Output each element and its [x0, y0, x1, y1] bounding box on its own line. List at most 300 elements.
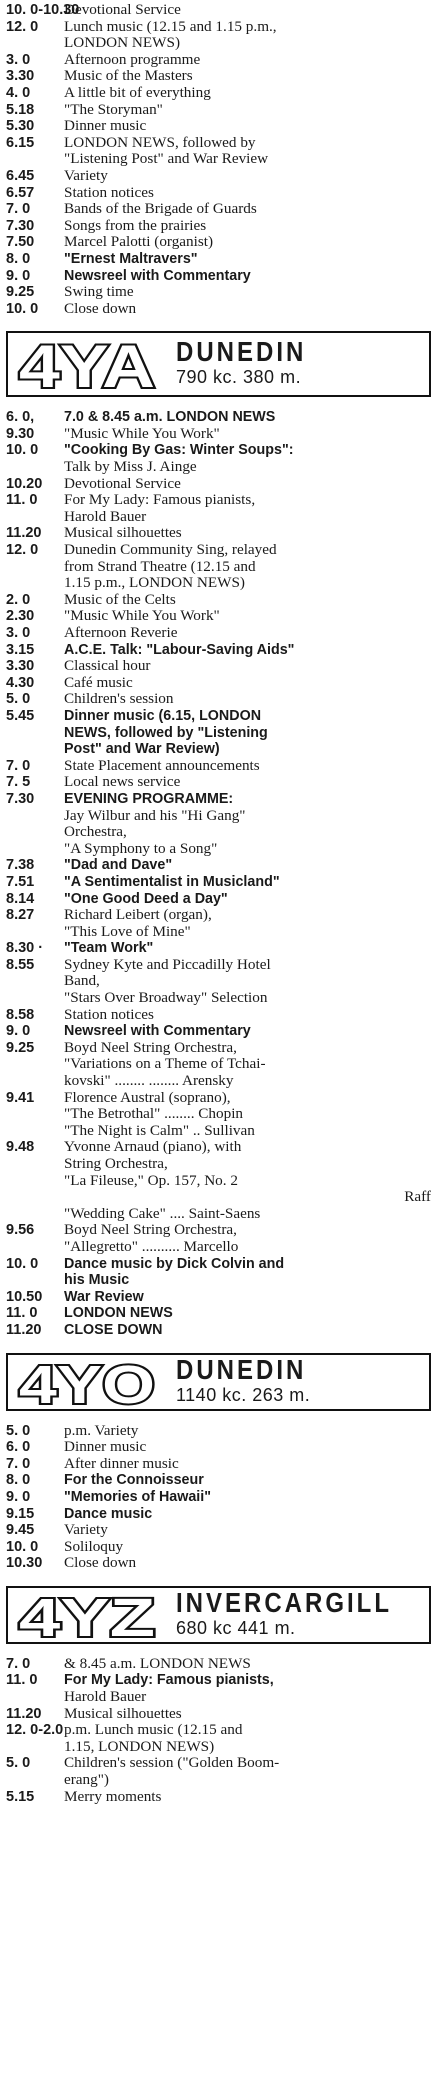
entry-programme — [64, 957, 431, 1007]
entry-text-line: Variety — [64, 167, 108, 184]
entry-time: 5.15 — [6, 1788, 35, 1805]
programme-entry — [6, 1256, 431, 1289]
programme-entry — [6, 168, 431, 185]
entry-time: 9.25 — [6, 1039, 35, 1056]
entry-text-line: Dunedin Community Sing, relayed — [64, 542, 277, 559]
entry-time: 5.30 — [6, 118, 35, 135]
entry-text-line: Jay Wilbur and his "Hi Gang" — [64, 807, 246, 824]
programme-entry — [6, 758, 431, 775]
entry-text-line: Songs from the prairies — [64, 217, 207, 234]
entry-time: 6. 0 — [6, 1439, 31, 1456]
entry-programme — [64, 774, 431, 791]
entry-time: 7. 0 — [6, 757, 31, 774]
entry-text-line: Newsreel with Commentary — [64, 267, 251, 284]
programme-entry — [6, 1439, 431, 1456]
programme-entry — [6, 1656, 431, 1673]
entry-text-line: Devotional Service — [64, 2, 181, 18]
entry-programme — [64, 426, 431, 443]
entry-text-line: Boyd Neel String Orchestra, — [64, 1039, 237, 1056]
entry-programme — [64, 218, 431, 235]
programme-entry — [6, 301, 431, 318]
entry-text-line: Variety — [64, 1522, 108, 1539]
station-header-4yo — [6, 1353, 431, 1411]
entry-text-line: Soliloquy — [64, 1538, 124, 1555]
entry-time: 9.48 — [6, 1139, 35, 1156]
station-header-4ya — [6, 331, 431, 397]
entry-text-line: "One Good Deed a Day" — [64, 890, 228, 907]
svg-text:4YZ: 4YZ — [19, 1588, 155, 1641]
entry-text-line: Sydney Kyte and Piccadilly Hotel — [64, 956, 271, 973]
programme-entry — [6, 185, 431, 202]
entry-programme — [64, 185, 431, 202]
entry-text-line: Music of the Masters — [64, 68, 193, 85]
programme-entry — [6, 940, 431, 957]
programme-entry — [6, 118, 431, 135]
entry-text-line: Afternoon programme — [64, 51, 201, 68]
entry-programme — [64, 1539, 431, 1556]
programme-entry — [6, 1023, 431, 1040]
entry-programme — [64, 1189, 431, 1206]
programme-entry — [6, 102, 431, 119]
entry-text-line: "Allegretto" .......... Marcello — [64, 1238, 239, 1255]
entry-text-line: For My Lady: Famous pianists, — [64, 1672, 274, 1689]
entry-text-line: Richard Leibert (organ), — [64, 907, 212, 924]
station-city: DUNEDIN — [176, 1354, 307, 1386]
entry-text-line: "A Symphony to a Song" — [64, 840, 218, 857]
entry-time: 8.27 — [6, 907, 35, 924]
entry-time: 10. 0 — [6, 1538, 39, 1555]
programme-entry — [6, 68, 431, 85]
entry-text-line: "This Love of Mine" — [64, 923, 191, 940]
entry-time: 3. 0 — [6, 51, 31, 68]
entry-programme — [64, 891, 431, 908]
entry-time: 8. 0 — [6, 250, 31, 267]
programme-entry — [6, 1789, 431, 1806]
entry-text-line: "Music While You Work" — [64, 608, 220, 625]
logo-4yo-icon — [13, 1356, 161, 1408]
programme-entry — [6, 658, 431, 675]
programme-entry — [6, 1139, 431, 1189]
entry-time: 7.30 — [6, 217, 35, 234]
entry-programme — [64, 68, 431, 85]
entry-text-line: Musical silhouettes — [64, 1705, 182, 1722]
programme-entry — [6, 1206, 431, 1223]
entry-time: 2. 0 — [6, 591, 31, 608]
entry-text-line: from Strand Theatre (12.15 and — [64, 558, 256, 575]
entry-programme — [64, 708, 431, 758]
programme-entry — [6, 608, 431, 625]
entry-text-line: erang") — [64, 1772, 109, 1789]
entry-programme — [64, 251, 431, 268]
entry-text-line: "Listening Post" and War Review — [64, 151, 269, 168]
entry-text-line: Café music — [64, 674, 133, 691]
entry-text-line: Musical silhouettes — [64, 525, 182, 542]
entry-time: 7.30 — [6, 790, 35, 807]
programme-entry — [6, 708, 431, 758]
entry-time: 6.45 — [6, 167, 35, 184]
entry-text-line: "Music While You Work" — [64, 425, 220, 442]
programme-entry — [6, 409, 431, 426]
entry-time: 10.30 — [6, 1555, 43, 1572]
entry-text-line: 7.0 & 8.45 a.m. LONDON NEWS — [64, 409, 276, 426]
programme-entry — [6, 1522, 431, 1539]
entry-time: 4. 0 — [6, 84, 31, 101]
entry-time: 3. 0 — [6, 625, 31, 641]
entry-time: 5. 0 — [6, 1422, 31, 1439]
entry-text-line: Classical hour — [64, 658, 151, 675]
entry-time: 11.20 — [6, 1705, 42, 1722]
entry-programme — [64, 2, 431, 19]
entry-text-line: War Review — [64, 1288, 144, 1305]
schedule-4yo — [6, 1423, 431, 1572]
entry-text-line: "Wedding Cake" .... Saint-Saens — [64, 1205, 261, 1222]
entry-text-line: 1.15, LONDON NEWS) — [64, 1738, 215, 1755]
entry-time: 5.45 — [6, 707, 35, 724]
programme-entry — [6, 791, 431, 857]
programme-entry — [6, 1289, 431, 1306]
entry-text-line: "Cooking By Gas: Winter Soups": — [64, 442, 294, 459]
entry-programme — [64, 525, 431, 542]
entry-programme — [64, 1139, 431, 1189]
entry-text-line: For My Lady: Famous pianists, — [64, 492, 256, 509]
station-logo — [8, 1355, 166, 1409]
entry-time: 9.56 — [6, 1222, 35, 1239]
entry-programme — [64, 1555, 431, 1572]
programme-entry — [6, 642, 431, 659]
entry-time: 11.20 — [6, 525, 42, 542]
entry-programme — [64, 658, 431, 675]
programme-entry — [6, 1506, 431, 1523]
entry-text-line: p.m. Lunch music (12.15 and — [64, 1722, 243, 1739]
entry-programme — [64, 1256, 431, 1289]
programme-entry — [6, 1189, 431, 1206]
entry-text-line: Dance music — [64, 1505, 153, 1522]
entry-time: 12. 0 — [6, 542, 39, 559]
programme-entry — [6, 19, 431, 52]
entry-text-line: Raff — [404, 1189, 431, 1206]
entry-time: 11.20 — [6, 1321, 42, 1338]
entry-time: 6.15 — [6, 134, 35, 151]
entry-time: 7. 0 — [6, 1455, 31, 1472]
programme-entry — [6, 251, 431, 268]
entry-time: 8.55 — [6, 956, 35, 973]
entry-text-line: Station notices — [64, 184, 154, 201]
programme-entry — [6, 1489, 431, 1506]
programme-entry — [6, 1706, 431, 1723]
entry-programme — [64, 791, 431, 857]
entry-programme — [64, 675, 431, 692]
entry-text-line: "The Night is Calm" .. Sullivan — [64, 1122, 255, 1139]
entry-text-line: Harold Bauer — [64, 1689, 147, 1706]
programme-entry — [6, 542, 431, 592]
entry-time: 8. 0 — [6, 1472, 31, 1489]
schedule-4ya — [6, 409, 431, 1338]
entry-time: 5.18 — [6, 101, 35, 118]
entry-time: 3.30 — [6, 68, 35, 85]
entry-time: 3.30 — [6, 658, 35, 675]
entry-text-line: & 8.45 a.m. LONDON NEWS — [64, 1655, 251, 1672]
programme-entry — [6, 1222, 431, 1255]
entry-text-line: Merry moments — [64, 1788, 162, 1805]
programme-entry — [6, 476, 431, 493]
programme-entry — [6, 2, 431, 19]
entry-time: 9.15 — [6, 1505, 35, 1522]
entry-programme — [64, 874, 431, 891]
entry-programme — [64, 1289, 431, 1306]
entry-text-line: Talk by Miss J. Ainge — [64, 459, 197, 476]
programme-entry — [6, 268, 431, 285]
entry-text-line: Lunch music (12.15 and 1.15 p.m., — [64, 18, 277, 35]
entry-text-line: Marcel Palotti (organist) — [64, 234, 214, 251]
entry-time: 7.38 — [6, 857, 35, 874]
programme-entry — [6, 1539, 431, 1556]
entry-text-line: State Placement announcements — [64, 757, 260, 774]
entry-time: 6.57 — [6, 184, 35, 201]
entry-programme — [64, 135, 431, 168]
entry-text-line: "Dad and Dave" — [64, 857, 173, 874]
entry-programme — [64, 1090, 431, 1140]
entry-text-line: 1.15 p.m., LONDON NEWS) — [64, 575, 245, 592]
programme-entry — [6, 1007, 431, 1024]
entry-programme — [64, 1439, 431, 1456]
entry-time: 2.30 — [6, 608, 35, 625]
entry-text-line: Harold Bauer — [64, 508, 147, 525]
programme-entry — [6, 85, 431, 102]
station-logo — [8, 1588, 166, 1642]
entry-programme — [64, 907, 431, 940]
entry-time: 9. 0 — [6, 267, 31, 284]
entry-text-line: EVENING PROGRAMME: — [64, 790, 234, 807]
entry-programme — [64, 1222, 431, 1255]
entry-programme — [64, 85, 431, 102]
entry-time: 9.41 — [6, 1089, 35, 1106]
entry-programme — [64, 1789, 431, 1806]
entry-time: 9.30 — [6, 425, 35, 442]
entry-time: 9. 0 — [6, 1488, 31, 1505]
entry-text-line: Newsreel with Commentary — [64, 1023, 251, 1040]
entry-text-line: CLOSE DOWN — [64, 1321, 163, 1338]
programme-entry — [6, 1472, 431, 1489]
entry-programme — [64, 1023, 431, 1040]
entry-text-line: Dinner music — [64, 1439, 147, 1456]
entry-time: 7. 0 — [6, 1655, 31, 1672]
entry-programme — [64, 1206, 431, 1223]
station-frequency: 1140 kc. 263 m. — [176, 1384, 311, 1405]
entry-time: 7. 5 — [6, 774, 31, 791]
entry-time: 10. 0 — [6, 300, 39, 317]
entry-text-line: Music of the Celts — [64, 591, 176, 608]
entry-programme — [64, 476, 431, 493]
svg-text:4YO: 4YO — [19, 1355, 155, 1408]
programme-entry — [6, 1322, 431, 1339]
entry-programme — [64, 492, 431, 525]
entry-text-line: A.C.E. Talk: "Labour-Saving Aids" — [64, 641, 295, 658]
entry-time: 10.20 — [6, 475, 43, 492]
station-city: DUNEDIN — [176, 337, 307, 369]
entry-text-line: p.m. Variety — [64, 1422, 139, 1439]
entry-text-line: Post" and War Review) — [64, 741, 220, 758]
entry-text-line: Children's session ("Golden Boom- — [64, 1755, 280, 1772]
entry-programme — [64, 1007, 431, 1024]
entry-programme — [64, 1706, 431, 1723]
entry-programme — [64, 1672, 431, 1705]
entry-text-line: LONDON NEWS — [64, 1305, 173, 1322]
entry-programme — [64, 19, 431, 52]
entry-text-line: String Orchestra, — [64, 1156, 168, 1172]
entry-text-line: "Stars Over Broadway" Selection — [64, 990, 268, 1007]
entry-programme — [64, 1456, 431, 1473]
entry-text-line: Dinner music (6.15, LONDON — [64, 707, 262, 724]
programme-entry — [6, 1423, 431, 1440]
entry-time: 8.30 · — [6, 940, 44, 957]
entry-text-line: "Ernest Maltravers" — [64, 250, 198, 267]
programme-entry — [6, 442, 431, 475]
entry-text-line: "La Fileuse," Op. 157, No. 2 — [64, 1172, 238, 1189]
schedule-4yz — [6, 1656, 431, 1805]
entry-programme — [64, 442, 431, 475]
programme-entry — [6, 218, 431, 235]
programme-entry — [6, 1305, 431, 1322]
station-logo — [8, 333, 166, 395]
entry-text-line: Florence Austral (soprano), — [64, 1089, 231, 1106]
entry-programme — [64, 102, 431, 119]
svg-text:4YA: 4YA — [19, 335, 155, 394]
entry-time: 10.50 — [6, 1288, 43, 1305]
entry-programme — [64, 1489, 431, 1506]
entry-text-line: Band, — [64, 973, 100, 990]
entry-text-line: "The Betrothal" ........ Chopin — [64, 1106, 244, 1123]
entry-text-line: LONDON NEWS, followed by — [64, 134, 256, 151]
station-frequency: 680 kc 441 m. — [176, 1617, 296, 1638]
entry-programme — [64, 1755, 431, 1788]
station-header-4yz — [6, 1586, 431, 1644]
programme-entry — [6, 492, 431, 525]
entry-programme — [64, 284, 431, 301]
programme-entry — [6, 1040, 431, 1090]
entry-programme — [64, 1722, 431, 1755]
entry-programme — [64, 608, 431, 625]
programme-entry — [6, 774, 431, 791]
entry-text-line: kovski" ........ ........ Arensky — [64, 1073, 234, 1090]
programme-entry — [6, 135, 431, 168]
programme-entry — [6, 957, 431, 1007]
entry-text-line: NEWS, followed by "Listening — [64, 724, 268, 741]
entry-programme — [64, 118, 431, 135]
entry-time: 4.30 — [6, 674, 35, 691]
entry-text-line: Orchestra, — [64, 824, 127, 841]
entry-text-line: Close down — [64, 300, 137, 317]
entry-text-line: Devotional Service — [64, 475, 181, 492]
entry-time: 11. 0 — [6, 1672, 38, 1689]
programme-entry — [6, 907, 431, 940]
entry-programme — [64, 409, 431, 426]
entry-programme — [64, 168, 431, 185]
entry-time: 9. 0 — [6, 1023, 31, 1040]
programme-entry — [6, 857, 431, 874]
programme-entry — [6, 891, 431, 908]
programme-entry — [6, 874, 431, 891]
entry-time: 7.50 — [6, 234, 35, 251]
entry-text-line: LONDON NEWS) — [64, 35, 180, 52]
entry-text-line: his Music — [64, 1272, 130, 1289]
programme-entry — [6, 284, 431, 301]
entry-programme — [64, 625, 431, 642]
entry-text-line: Dinner music — [64, 118, 147, 135]
programme-entry — [6, 1090, 431, 1140]
entry-text-line: Close down — [64, 1555, 137, 1572]
entry-programme — [64, 52, 431, 69]
entry-text-line: "A Sentimentalist in Musicland" — [64, 873, 280, 890]
entry-text-line: Bands of the Brigade of Guards — [64, 201, 257, 218]
entry-programme — [64, 1522, 431, 1539]
entry-programme — [64, 542, 431, 592]
entry-time: 5. 0 — [6, 1755, 31, 1772]
entry-programme — [64, 301, 431, 318]
entry-text-line: Afternoon Reverie — [64, 625, 178, 641]
entry-text-line: Station notices — [64, 1006, 154, 1023]
programme-entry — [6, 1456, 431, 1473]
entry-programme — [64, 642, 431, 659]
entry-programme — [64, 1305, 431, 1322]
entry-programme — [64, 1472, 431, 1489]
entry-text-line: Local news service — [64, 774, 181, 791]
entry-programme — [64, 1322, 431, 1339]
entry-programme — [64, 1656, 431, 1673]
programme-entry — [6, 592, 431, 609]
entry-text-line: Yvonne Arnaud (piano), with — [64, 1139, 242, 1156]
entry-programme — [64, 857, 431, 874]
programme-entry — [6, 675, 431, 692]
entry-programme — [64, 691, 431, 708]
programme-entry — [6, 52, 431, 69]
programme-entry — [6, 625, 431, 642]
entry-programme — [64, 234, 431, 251]
entry-programme — [64, 201, 431, 218]
station-frequency: 790 kc. 380 m. — [176, 367, 302, 388]
entry-programme — [64, 1423, 431, 1440]
programme-entry — [6, 1555, 431, 1572]
entry-time: 10. 0 — [6, 1255, 39, 1272]
entry-programme — [64, 758, 431, 775]
entry-text-line: "Team Work" — [64, 940, 154, 957]
entry-time: 3.15 — [6, 641, 35, 658]
schedule-continued — [6, 2, 431, 317]
programme-entry — [6, 1672, 431, 1705]
entry-text-line: Children's session — [64, 691, 174, 708]
entry-text-line: Swing time — [64, 284, 134, 301]
logo-4ya-icon — [13, 335, 161, 393]
entry-programme — [64, 592, 431, 609]
entry-time: 8.58 — [6, 1006, 35, 1023]
entry-time: 9.25 — [6, 284, 35, 301]
programme-entry — [6, 525, 431, 542]
entry-programme — [64, 1506, 431, 1523]
programme-entry — [6, 1755, 431, 1788]
programme-entry — [6, 426, 431, 443]
entry-time: 10. 0 — [6, 442, 39, 459]
entry-text-line: "Variations on a Theme of Tchai- — [64, 1056, 266, 1073]
logo-4yz-icon — [13, 1589, 161, 1641]
entry-text-line: Dance music by Dick Colvin and — [64, 1255, 285, 1272]
entry-time: 8.14 — [6, 890, 35, 907]
entry-time: 9.45 — [6, 1522, 35, 1539]
entry-time: 12. 0 — [6, 18, 39, 35]
entry-text-line: Boyd Neel String Orchestra, — [64, 1222, 237, 1239]
entry-text-line: "Memories of Hawaii" — [64, 1488, 212, 1505]
entry-text-line: After dinner music — [64, 1455, 179, 1472]
entry-time: 12. 0-2.0 — [6, 1722, 64, 1739]
entry-time: 7. 0 — [6, 201, 31, 218]
